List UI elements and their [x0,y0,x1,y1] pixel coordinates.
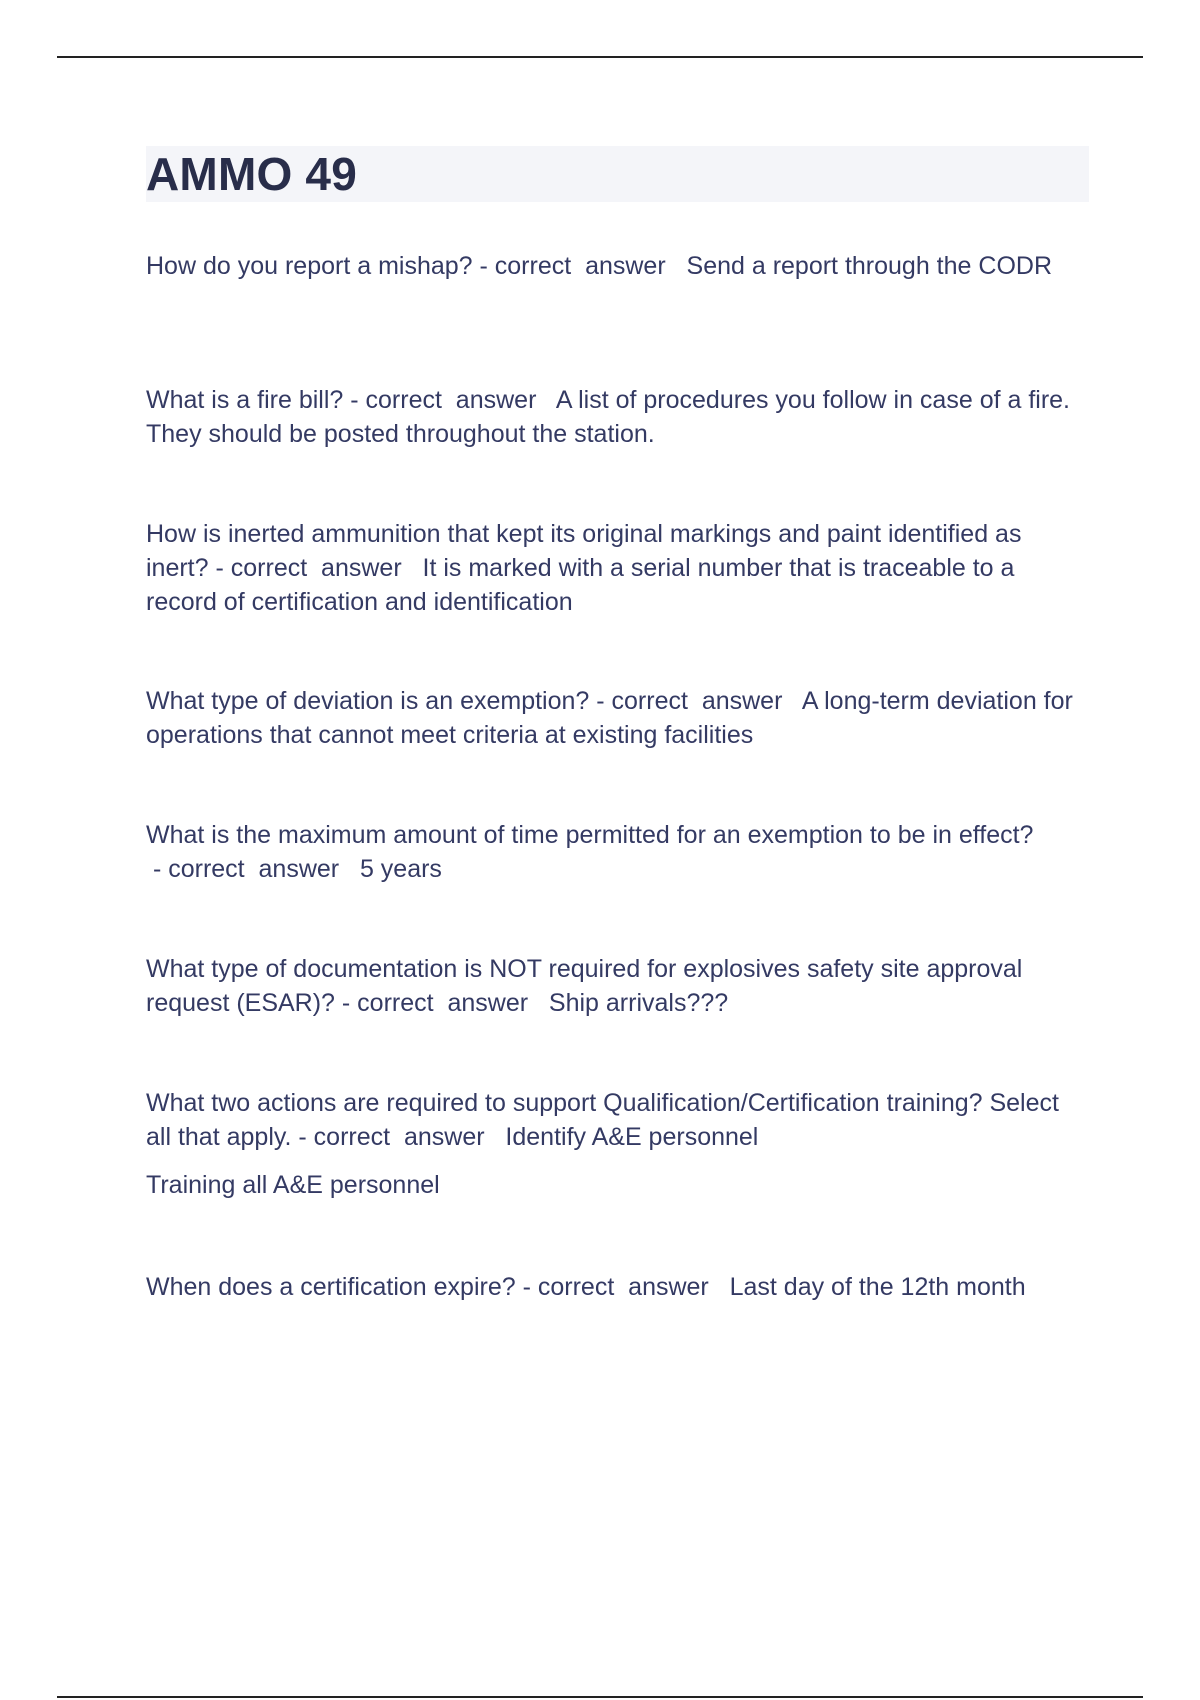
qa-item-2 [146,383,1086,451]
qa-item-7 [146,1086,1086,1202]
answer-text: Last day of the 12th month [729,1273,1026,1301]
answer-separator: - correct answer [208,554,423,582]
answer-text: 5 years [359,855,442,883]
answer-separator: - correct answer [343,386,556,414]
answer-separator: - correct answer [291,1123,506,1151]
answer-separator: - correct answer [146,855,360,883]
answer-separator: - correct answer [472,252,687,280]
document-title: AMMO 49 [146,148,357,200]
answer-separator: - correct answer [334,989,549,1017]
answer-separator: - correct answer [589,687,802,715]
top-rule [57,56,1143,58]
question-text: When does a certification expire? [146,1273,516,1301]
answer-text: It is marked with a serial number that is traceable to a record of certification and identification [146,554,1015,616]
question-text: What type of deviation is an exemption? [146,687,590,715]
question-text: How is inerted ammunition that kept its original markings and paint identified as inert? [146,520,1022,582]
answer-extra-text: Training all A&E personnel [146,1171,440,1199]
question-text: What is a fire bill? [146,386,344,414]
question-text: How do you report a mishap? [146,252,473,280]
answer-text: A long-term deviation for operations that cannot meet criteria at existing facilities [146,687,1073,749]
question-text: What is the maximum amount of time permitted for an exemption to be in effect? [146,821,1034,849]
qa-item-5 [146,818,1086,886]
bottom-rule [57,1696,1143,1698]
qa-item-3 [146,517,1086,619]
qa-item-8 [146,1270,1086,1304]
qa-item-1 [146,249,1086,283]
qa-item-6 [146,952,1086,1020]
answer-text: Ship arrivals??? [548,989,729,1017]
question-text: What two actions are required to support Qualification/Certification training? Select all that apply. [146,1089,1059,1151]
question-text: What type of documentation is NOT required for explosives safety site approval request (ESAR)? [146,955,1023,1017]
answer-text: Send a report through the CODR [686,252,1052,280]
answer-separator: - correct answer [515,1273,730,1301]
answer-text: Identify A&E personnel [505,1123,759,1151]
answer-text: A list of procedures you follow in case of a fire. They should be posted throughout the station. [146,386,1071,448]
qa-item-4 [146,684,1086,752]
